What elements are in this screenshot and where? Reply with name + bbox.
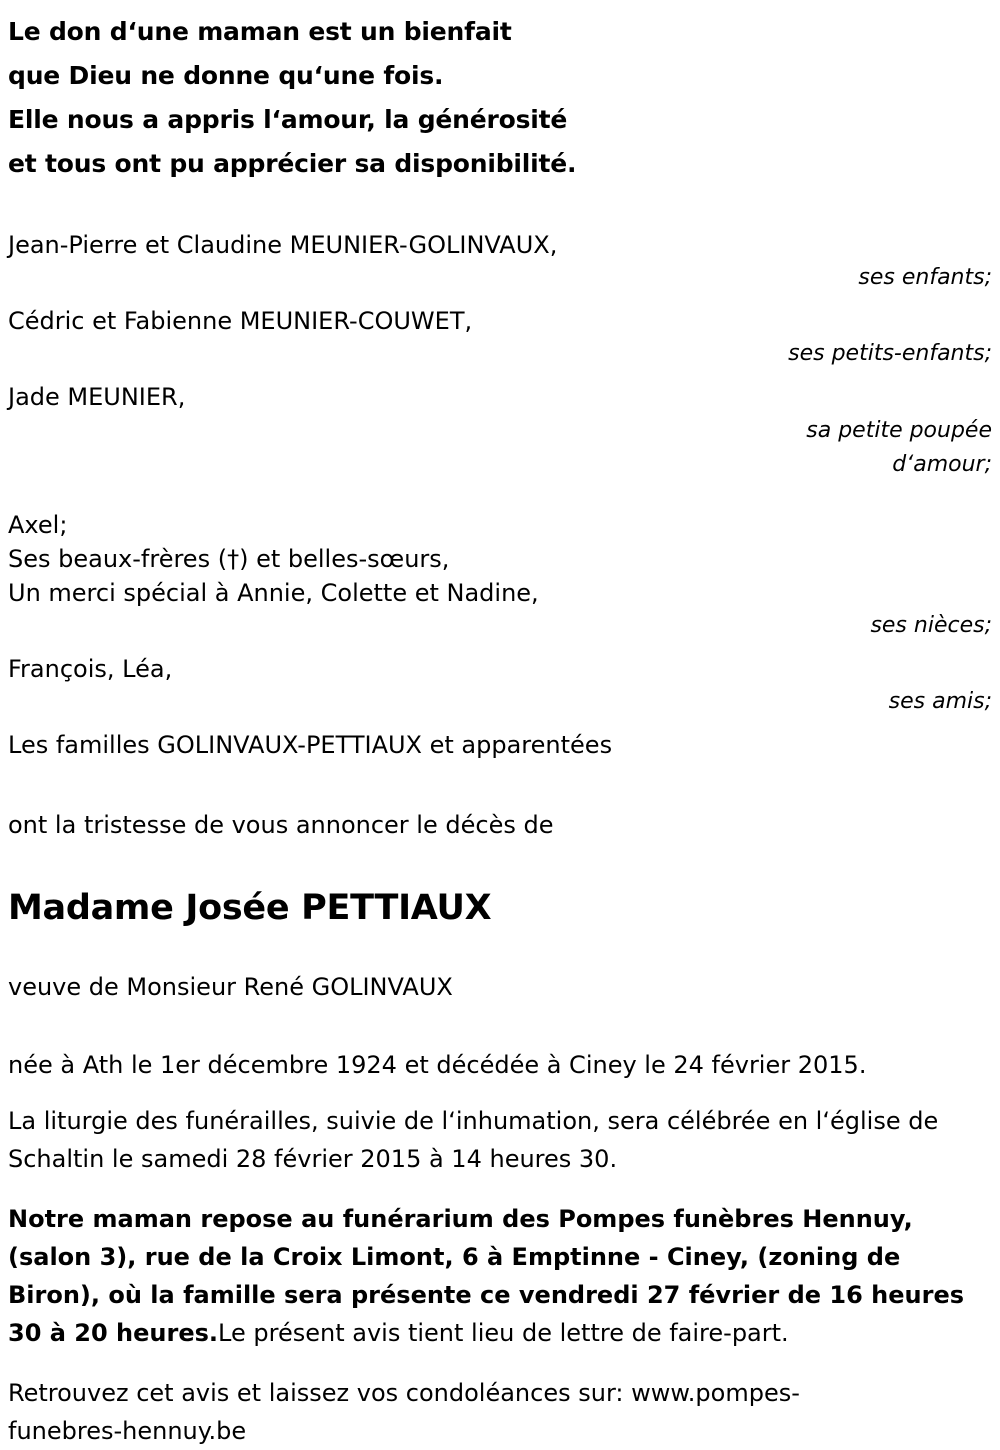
family-entry-families: [8, 728, 992, 762]
funerarium-details: [8, 1200, 986, 1352]
family-entry-nieces: [8, 508, 992, 642]
condolences-link-text: Retrouvez cet avis et laissez vos condoléances sur: www.pompes-funebres-hennuy.be: [8, 1379, 800, 1445]
announcement-intro: ont la tristesse de vous annoncer le décès de: [8, 811, 554, 839]
family-name: Jade MEUNIER,: [8, 383, 186, 411]
family-name: Cédric et Fabienne MEUNIER-COUWET,: [8, 307, 473, 335]
funerarium-bold-text: Notre maman repose au funérarium des Pompes funèbres Hennuy, (salon 3), rue de la Croix Limont, 6 à Emptinne - Ciney, (zoning de Biron), où la famille sera présente ce vendredi 27 février de 16 heures 30 à 20 heures.: [8, 1205, 965, 1347]
family-relation-line-2: d‘amour;: [892, 452, 992, 477]
family-relation: ses nièces;: [870, 613, 992, 638]
deceased-name: Madame Josée PETTIAUX: [8, 888, 492, 928]
family-name: Un merci spécial à Annie, Colette et Nadine,: [8, 579, 539, 607]
faire-part-note: Le présent avis tient lieu de lettre de faire-part.: [218, 1319, 789, 1347]
family-relation: ses amis;: [888, 689, 992, 714]
poem-line-2: que Dieu ne donne qu‘une fois.: [8, 61, 444, 90]
liturgy-details: La liturgie des funérailles, suivie de l‘inhumation, sera célébrée en l‘église de Schaltin le samedi 28 février 2015 à 14 heures 30.: [8, 1107, 939, 1173]
content-container: [8, 10, 992, 1450]
family-entry-great-grandchild: [8, 380, 992, 482]
spouse-status: veuve de Monsieur René GOLINVAUX: [8, 973, 453, 1001]
poem-line-3: Elle nous a appris l‘amour, la générosité: [8, 105, 568, 134]
family-relation: ses enfants;: [858, 265, 992, 290]
family-entry-grandchildren: [8, 304, 992, 370]
family-name: Jean-Pierre et Claudine MEUNIER-GOLINVAUX,: [8, 231, 558, 259]
poem-line-1: Le don d‘une maman est un bienfait: [8, 17, 512, 46]
epigraph-poem: [8, 10, 992, 186]
family-name: Axel;: [8, 511, 68, 539]
family-name: François, Léa,: [8, 655, 173, 683]
spacer: [8, 718, 992, 728]
spacer: [8, 482, 992, 508]
spacer: [8, 294, 992, 304]
family-entry-children: [8, 228, 992, 294]
spacer: [8, 642, 992, 652]
poem-line-4: et tous ont pu apprécier sa disponibilité.: [8, 149, 577, 178]
family-name: Ses beaux-frères (†) et belles-sœurs,: [8, 545, 450, 573]
birth-death-dates: née à Ath le 1er décembre 1924 et décédée à Ciney le 24 février 2015.: [8, 1051, 867, 1079]
family-relation-line-1: sa petite poupée: [806, 418, 992, 443]
family-entry-friends: [8, 652, 992, 718]
family-list: [8, 228, 992, 762]
spacer: [8, 370, 992, 380]
family-relation: ses petits-enfants;: [788, 341, 992, 366]
family-name: Les familles GOLINVAUX-PETTIAUX et apparentées: [8, 731, 613, 759]
